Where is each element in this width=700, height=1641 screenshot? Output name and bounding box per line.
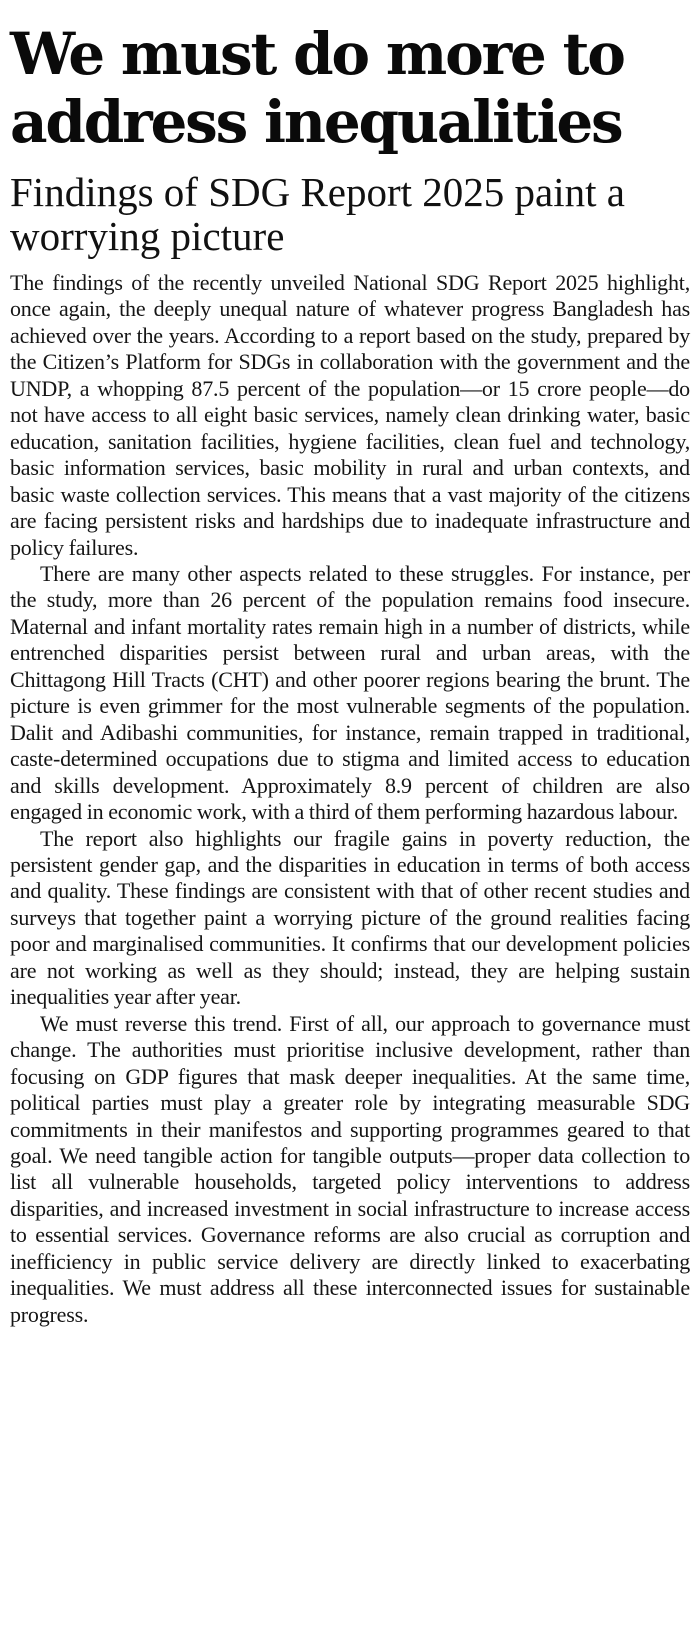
article-body — [10, 270, 690, 1328]
subheadline: Findings of SDG Report 2025 paint a worrying picture — [10, 169, 625, 259]
body-paragraph-3: The report also highlights our fragile gains in poverty reduction, the persistent gender gap, and the disparities in education in terms of both access and quality. These findings are consistent with that of other recent studies and surveys that together paint a worrying picture of the ground realities facing poor and marginalised communities. It confirms that our development policies are not working as well as they should; instead, they are helping sustain inequalities year after year. — [10, 825, 690, 1010]
body-paragraph-1: The findings of the recently unveiled National SDG Report 2025 highlight, once again, the deeply unequal nature of whatever progress Bangladesh has achieved over the years. According to a report based on the study, prepared by the Citizen’s Platform for SDGs in collaboration with the government and the UNDP, a whopping 87.5 percent of the population—or 15 crore people—do not have access to all eight basic services, namely clean drinking water, basic education, sanitation facilities, hygiene facilities, clean fuel and technology, basic information services, basic mobility in rural and urban contexts, and basic waste collection services. This means that a vast majority of the citizens are facing persistent risks and hardships due to inadequate infrastructure and policy failures. — [10, 270, 690, 560]
headline: We must do more to address inequalities — [10, 20, 624, 156]
body-paragraph-4: We must reverse this trend. First of all, our approach to governance must change. The authorities must prioritise inclusive development, rather than focusing on GDP figures that mask deeper inequalities. At the same time, political parties must play a greater role by integrating measurable SDG commitments in their manifestos and supporting programmes geared to that goal. We need tangible action for tangible outputs—proper data collection to list all vulnerable households, targeted policy interventions to address disparities, and increased investment in social infrastructure to increase access to essential services. Governance reforms are also crucial as corruption and inefficiency in public service delivery are directly linked to exacerbating inequalities. We must address all these interconnected issues for sustainable progress. — [10, 1010, 690, 1327]
body-paragraph-2: There are many other aspects related to these struggles. For instance, per the study, more than 26 percent of the population remains food insecure. Maternal and infant mortality rates remain high in a number of districts, while entrenched disparities persist between rural and urban areas, with the Chittagong Hill Tracts (CHT) and other poorer regions bearing the brunt. The picture is even grimmer for the most vulnerable segments of the population. Dalit and Adibashi communities, for instance, remain trapped in traditional, caste-determined occupations due to stigma and limited access to education and skills development. Approximately 8.9 percent of children are also engaged in economic work, with a third of them performing hazardous labour. — [10, 560, 690, 825]
